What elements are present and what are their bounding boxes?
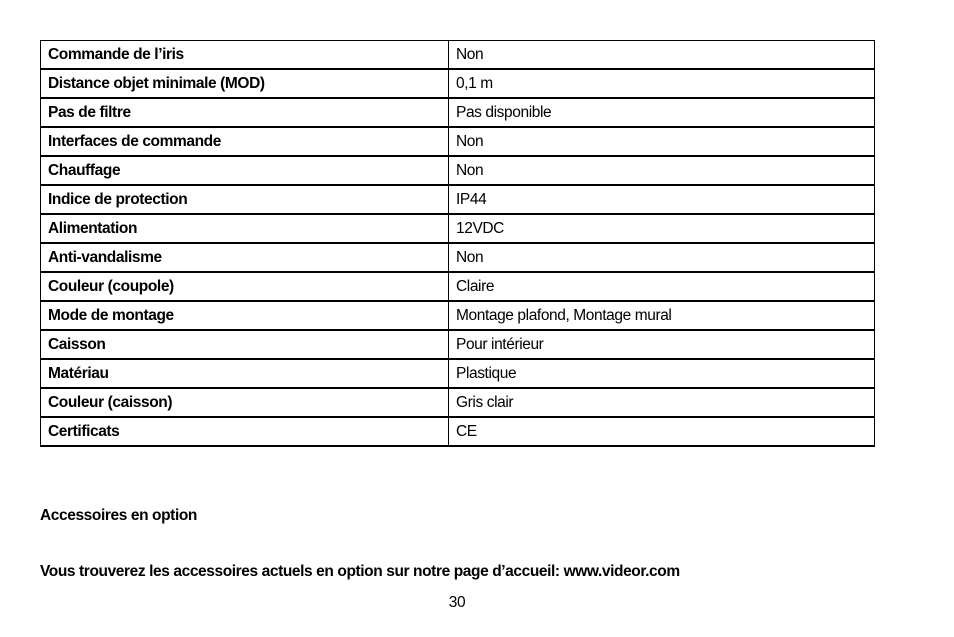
spec-value: Claire [449,272,875,301]
spec-label: Alimentation [41,214,449,243]
spec-label: Anti-vandalisme [41,243,449,272]
spec-label: Mode de montage [41,301,449,330]
spec-label: Caisson [41,330,449,359]
spec-row [41,272,875,301]
spec-value: Non [449,127,875,156]
spec-row [41,41,875,70]
spec-label: Couleur (caisson) [41,388,449,417]
accessories-heading: Accessoires en option [40,507,197,524]
spec-label: Distance objet minimale (MOD) [41,69,449,98]
spec-row [41,156,875,185]
spec-label: Matériau [41,359,449,388]
spec-row [41,388,875,417]
spec-row [41,417,875,446]
spec-value: CE [449,417,875,446]
spec-value: Plastique [449,359,875,388]
spec-row [41,127,875,156]
spec-row [41,98,875,127]
spec-row [41,69,875,98]
spec-value: Non [449,41,875,70]
spec-value: 0,1 m [449,69,875,98]
spec-label: Interfaces de commande [41,127,449,156]
spec-row [41,185,875,214]
spec-value: Gris clair [449,388,875,417]
spec-value: Non [449,156,875,185]
spec-row [41,359,875,388]
spec-label: Indice de protection [41,185,449,214]
spec-label: Chauffage [41,156,449,185]
spec-row [41,301,875,330]
spec-row [41,243,875,272]
spec-row [41,330,875,359]
spec-value: Pas disponible [449,98,875,127]
spec-value: Montage plafond, Montage mural [449,301,875,330]
spec-label: Certificats [41,417,449,446]
accessories-note: Vous trouverez les accessoires actuels en option sur notre page d’accueil: www.videor.com [40,563,680,580]
page-number: 30 [448,594,466,611]
spec-label: Commande de l’iris [41,41,449,70]
spec-value: IP44 [449,185,875,214]
specifications-table-body [41,41,875,447]
spec-label: Pas de filtre [41,98,449,127]
spec-label: Couleur (coupole) [41,272,449,301]
spec-value: Pour intérieur [449,330,875,359]
specifications-table [40,40,875,447]
spec-value: Non [449,243,875,272]
spec-row [41,214,875,243]
spec-value: 12VDC [449,214,875,243]
